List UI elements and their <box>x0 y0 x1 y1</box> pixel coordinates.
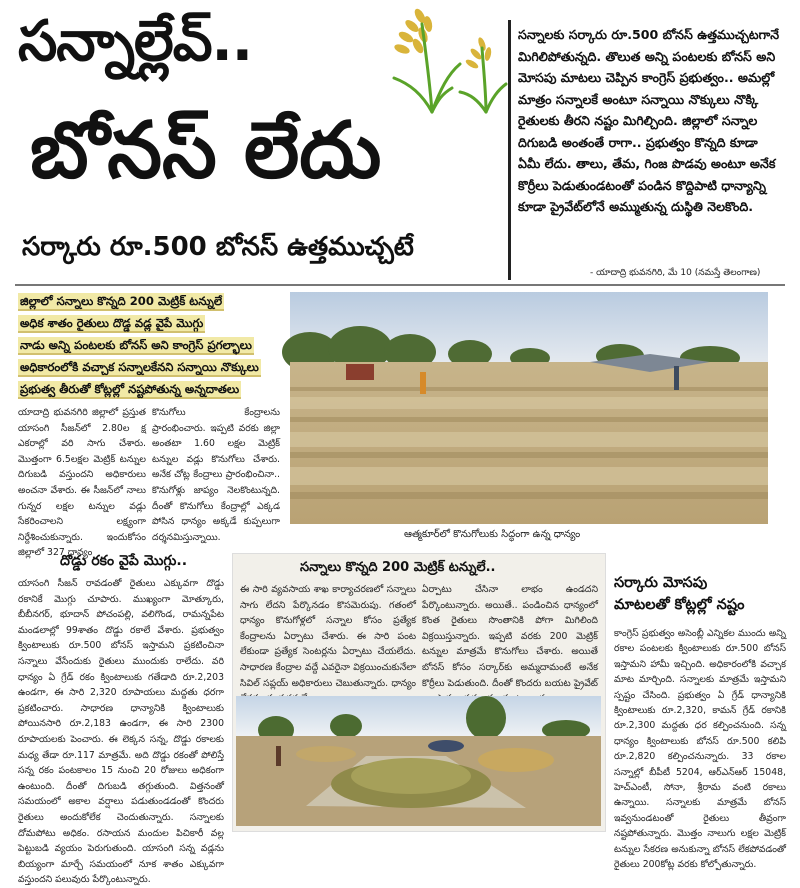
section-doddu-heading: దొడ్డు రకం వైపే మొగ్గు.. <box>60 553 188 569</box>
highlight-5: ప్రభుత్వ తీరుతో కోట్లల్లో నష్టపోతున్న అన్నదాతలు <box>18 378 280 400</box>
section-box-heading: సన్నాలు కొన్నది 200 మెట్రిక్ టన్నులే.. <box>300 560 496 575</box>
headline-subhead: సర్కారు రూ.500 బోనస్ ఉత్తముచ్చటే <box>22 232 414 262</box>
body-column-2: కొనుగోలు కేంద్రాలను ప్రారంభించారు. ఇప్పటి వరకు జిల్లా అంతటా 1.60 లక్షల మెట్రిక్ టన్నుల వడ్లు కొనుగోలు చేశారు. అనేక చోట్ల కేంద్రాలు ప్రారంభించినా.. కొనుగోళ్లు జాప్యం నెలకొంటున్నది. దీంతో కొనుగోలు కేంద్రాల్లో ఎక్కడ పోసిన ధాన్యం అక్కడే కుప్పలుగా దర్శనమిస్తున్నాయి. <box>152 407 280 543</box>
section-right-heading <box>614 572 744 616</box>
section-box-left-text: ఈ సారి వ్యవసాయ శాఖ కార్యాచరణలో సన్నాలు సాగు లేదని పేర్కొనడం కొసమెరుపు. గతంలో ధాన్యం కొనుగోళ్లలో సన్నాల కోసం ప్రత్యేక కేంద్రాలను ఏర్పాటు చేశారు. ఈ సారి పంట లేకుండా ప్రత్యేక సెంటర్లను ఏర్పాటు చేయలేదు. సాధారణ కేంద్రాల వద్దే ఎవరైనా విక్రయించుకునేలా సివిల్ సప్లయ్ అధికారులు చెబుతున్నారు. ధాన్యం <box>240 584 416 689</box>
section-box-right-text: ఏర్పాటు చేసినా లాభం ఉండదని పేర్కొంటున్నారు. అయితే.. పండించిన ధాన్యంలో కొంత రైతులు సొంతానికి పోగా మిగిలింది విక్రయిస్తున్నారు. ఇప్పటి వరకు 200 మెట్రిక్ టన్నుల మాత్రమే కొనుగోలు చేశారు. అయితే బోనస్ కోసం సర్కార్‌కు అమ్మదామంటే అనేక కొర్రీలు పెడుతుంది. దీంతో కొందరు బయట ప్రైవేట్ <box>422 584 598 689</box>
section-right-heading-line2: మాటలతో కోట్లల్లో నష్టం <box>614 597 745 613</box>
body-column-1: యాదాద్రి భువనగిరి జిల్లాలో ప్రస్తుత యాసంగి సీజన్‌లో 2.80ల క్ష ఎకరాల్లో వరి సాగు చేశారు. మొత్తంగా 6.5లక్షల మెట్రిక్ టన్నుల దిగుబడి వస్తుందని అధికారులు అంచనా వేశారు. ఈ సీజన్‌లో నాలు గున్నర లక్షల టన్నుల వడ్లు సేకరించాలని లక్ష్యంగా నిర్దేశించుకున్నారు. ఇందుకోసం జిల్లాలో 327 ధాన్యం <box>18 407 146 559</box>
headline-line2: బోనస్ లేదు <box>30 106 382 196</box>
section-divider <box>15 284 785 286</box>
highlight-3: నాడు అన్ని పంటలకు బోనస్ అని కాంగ్రెస్ ప్రగల్భాలు <box>18 334 280 356</box>
section-doddu-text: యాసంగి సీజన్ రావడంతో రైతులు ఎక్కువగా దొడ్డు రకానికే మొగ్గు చూపారు. ముఖ్యంగా మోత్కూరు, బీబీనగర్, భూదాన్ పోచంపల్లి, వలిగొండ, రామన్నపేట మండలాల్లో 99శాతం దొడ్డు రకాలే వేశారు. ప్రభుత్వం క్వింటాలుకు రూ.500 బోనస్ ఇస్తామని ప్రకటించినా సన్నాలు వేసేందుకు రైతులు ముందుకు రాలేదు. వరి ధాన్యం ఏ గ్రేడ్ రకం క్వింటాలుకు గతేడాది రూ.2,203 ఉండగా, ఈ సారి 2,320 రూపాయలు మద్దతు ధరగా ప్రకటించారు. సాధారణ ధాన్యానికి క్వింటాలుకు పోయినసారి రూ.2,183 ఉండగా, ఈ సారి 2300 రూపాయలకు పెంచారు. ఈ లెక్కన సన్న, దొడ్డు రకాలకు మధ్య తేడా రూ.117 మాత్రమే. అది దొడ్డు రకంతో పోలిస్తే సన్న రకం పంటకాలం 15 నుంచి 20 రోజులు అధికంగా ఉంటుంది. దీంతో దిగుబడి తగ్గుతుంది. విత్తనంతో సమయంలో అకాల వర్షాలు పడుతుండడంతో కొందరు రైతులు అందుకోలేక చెందుతున్నారు. సన్నాలకు దోమపోటు అధికం. రసాయన మందుల పిచికారీ వల్ల పెట్టుబడి వ్యయం పెరుగుతుంది. యాసంగి సన్న వడ్లను బియ్యంగా మార్చే సమయంలో నూక శాతం ఎక్కువగా వస్తుందని పలువురు పేర్కొంటున్నారు. <box>18 578 224 886</box>
headline-line1: సన్నాల్లేవ్.. <box>18 9 253 74</box>
photo1-caption: ఆత్మకూర్‌లో కొనుగోలుకు సిద్ధంగా ఉన్న ధాన్యం <box>404 529 581 540</box>
section-right-text: కాంగ్రెస్ ప్రభుత్వం అసెంబ్లీ ఎన్నికల ముందు అన్ని రకాల పంటలకు క్వింటాలుకు రూ.500 బోనస్ ఇస్తామని హామీ ఇచ్చింది. అధికారంలోకి వచ్చాక మాట మార్చింది. సన్నాలకు మాత్రమే ఇస్తామని స్పష్టం చేసింది. ప్రభుత్వం ఏ గ్రేడ్ ధాన్యానికి క్వింటాలుకు రూ.2,320, కామన్ గ్రేడ్ రకానికి రూ.2,300 మద్దతు ధర కల్పించనుంది. సన్న ధాన్యం క్వింటాలుకు బోనస్ రూ.500 కలిపి రూ.2,820 కల్పించనున్నారు. 33 రకాల సన్నాల్లో బీపీటీ 5204, ఆర్‌ఎన్‌ఆర్ 15048, హెచ్‌ఎంటీ, సోనా, శ్రీరామ వంటి రకాలు ఉన్నాయి. సన్నాలకు మాత్రమే బోనస్ ఇవ్వనుండటంతో రైతులు తీవ్రంగా నష్టపోతున్నారు. మొత్తం నాలుగు లక్షల మెట్రిక్ టన్నుల సేకరణ అనుకున్నా బోనస్ లేకపోవడంతో రైతులు 200కోట్ల వరకు కోల్పోతున్నారు. <box>614 628 786 871</box>
dateline: - యాదాద్రి భువనగిరి, మే 10 (నమస్తే తెలంగాణ) <box>590 268 761 278</box>
column-divider <box>508 20 511 280</box>
lead-paragraph: సన్నాలకు సర్కారు రూ.500 బోనస్ ఉత్తముచ్చటగానే మిగిలిపోతున్నది. తొలుత అన్ని పంటలకు బోనస్ అని మోసపు మాటలు చెప్పిన కాంగ్రెస్ ప్రభుత్వం.. అమల్లో మాత్రం సన్నాలకే అంటూ సన్నాయి నొక్కులు నొక్కి రైతులకు తీరని నష్టం మిగిల్చింది. జిల్లాలో సన్నాల దిగుబడి అంతంతే రాగా.. ప్రభుత్వం కొన్నది కూడా ఏమీ లేదు. తాలు, తేమ, గింజ పొడవు అంటూ అనేక కొర్రీలు పెడుతుండటంతో పండిన కొద్దిపాటి ధాన్యాన్ని కూడా ప్రైవేట్‌లోనే అమ్ముతున్న దుస్థితి నెలకొంది. <box>518 27 780 214</box>
photo-grain-heaps <box>236 696 601 826</box>
photo-grain-yard <box>290 292 768 524</box>
section-right-heading-line1: సర్కారు మోసపు <box>614 575 708 591</box>
highlight-2: అధిక శాతం రైతులు దొడ్డ వడ్ల వైపే మొగ్గు <box>18 312 280 334</box>
highlight-1: జిల్లాలో సన్నాలు కొన్నది 200 మెట్రిక్ టన్నులే <box>18 290 280 312</box>
rice-plant-icon <box>382 4 510 114</box>
highlight-4: అధికారంలోకి వచ్చాక సన్నాలకేనని సన్నాయి నొక్కులు <box>18 356 280 378</box>
